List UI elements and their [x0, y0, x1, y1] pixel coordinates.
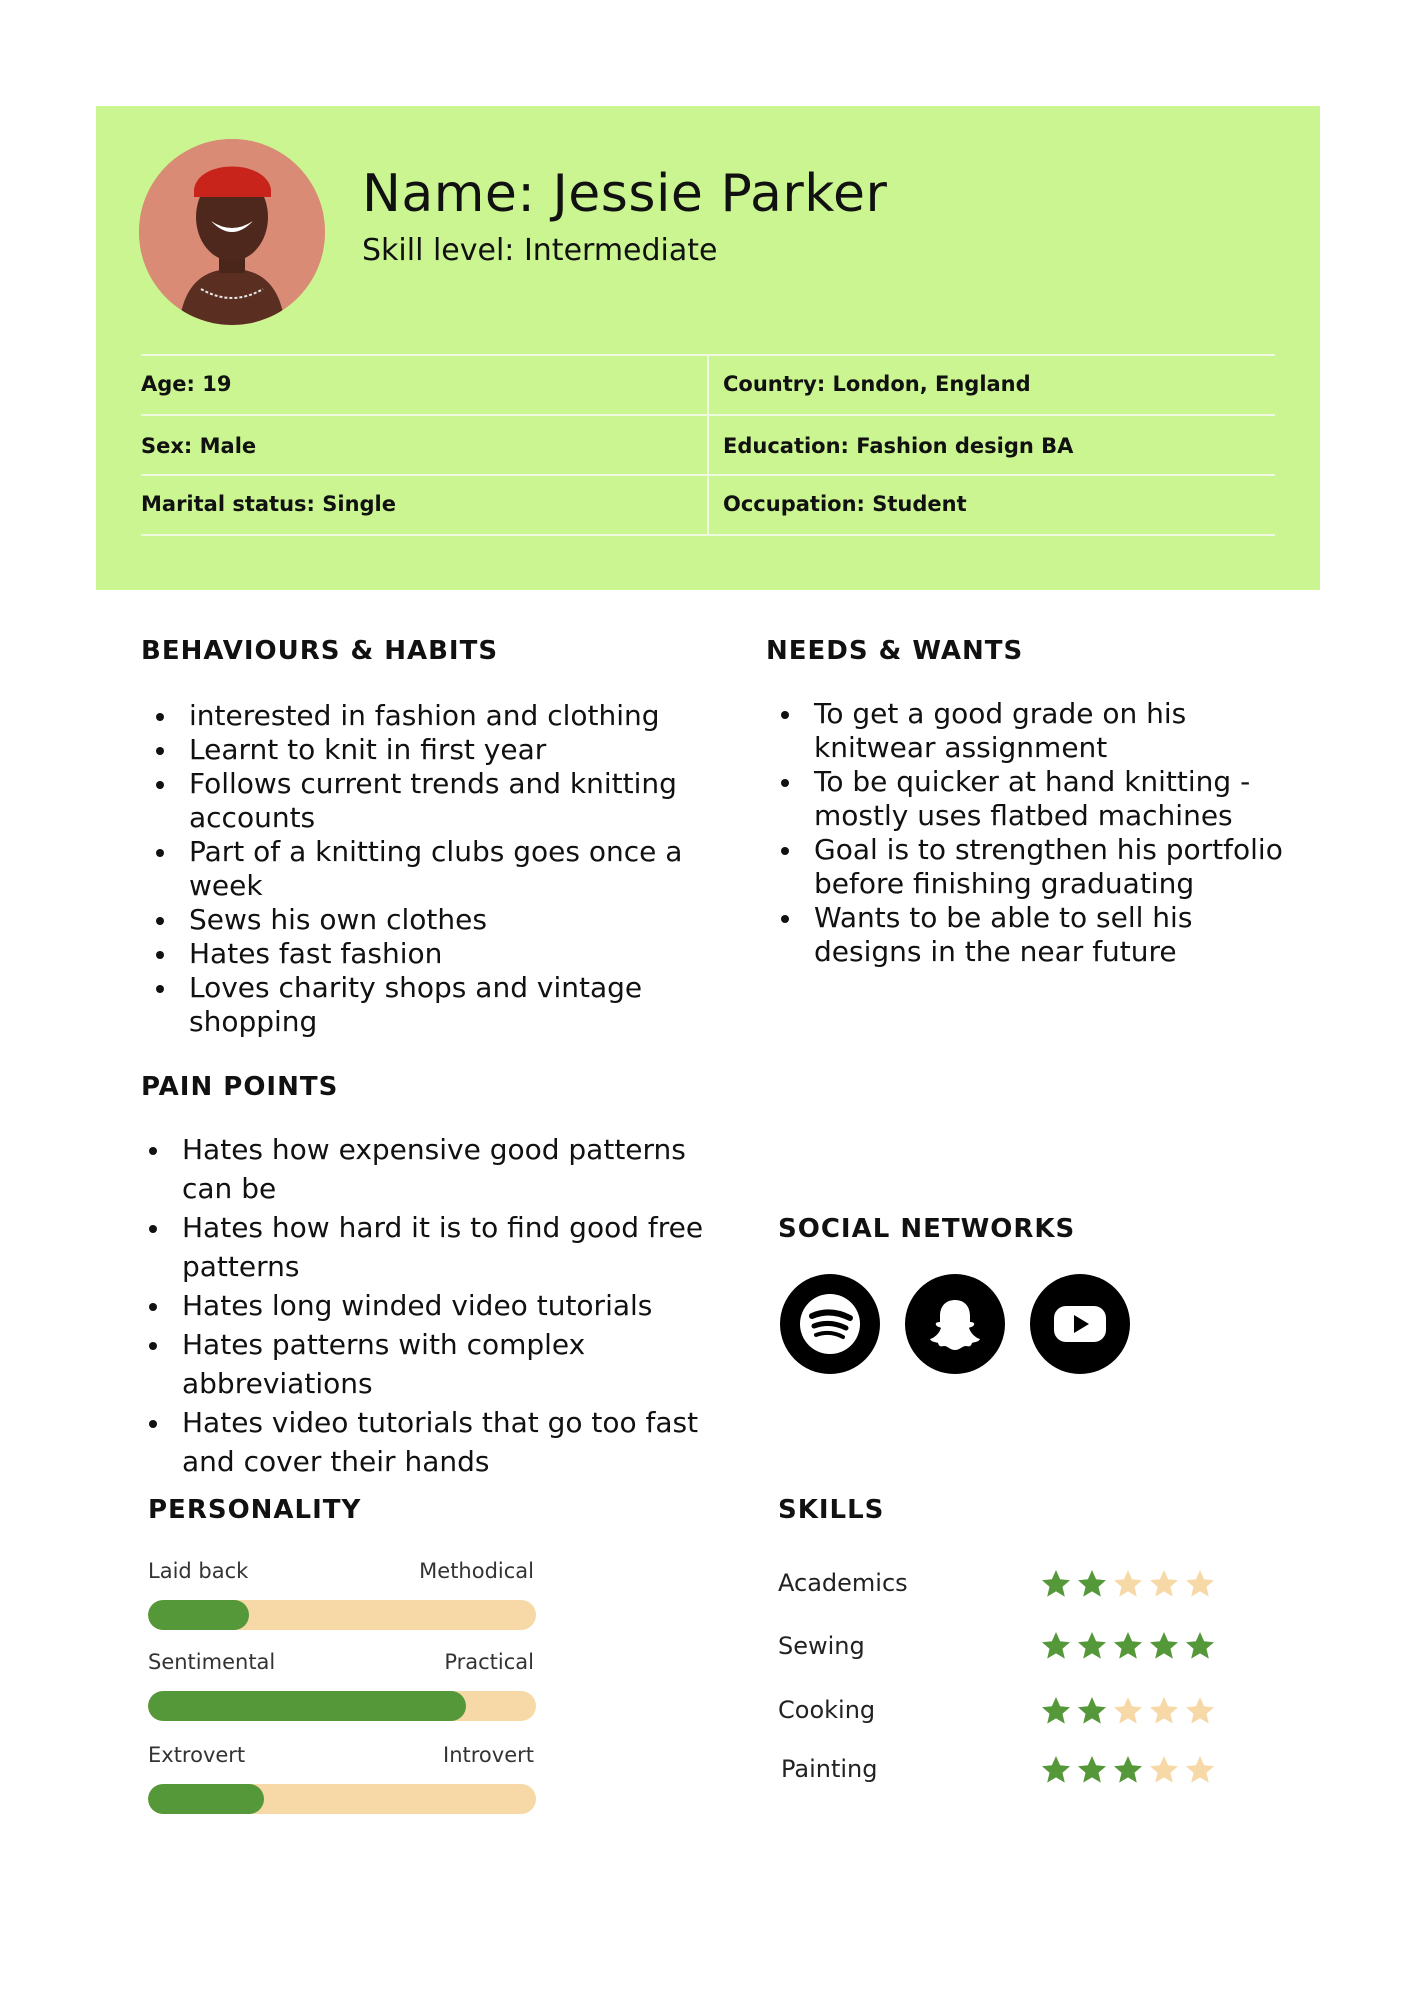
star-filled-icon	[1076, 1695, 1108, 1727]
needs-list	[766, 697, 1306, 969]
trait-slider-fill	[148, 1691, 466, 1721]
list-item: Hates fast fashion	[141, 937, 721, 971]
info-education: Education: Fashion design BA	[723, 434, 1074, 458]
trait-slider	[148, 1600, 536, 1630]
list-item: Hates how expensive good patterns can be	[134, 1130, 714, 1208]
trait-left-label: Sentimental	[148, 1650, 276, 1674]
grid-divider	[707, 354, 709, 536]
avatar-portrait	[139, 139, 325, 325]
star-empty-icon	[1184, 1754, 1216, 1786]
trait-right-label: Methodical	[419, 1559, 534, 1583]
star-filled-icon	[1076, 1754, 1108, 1786]
star-filled-icon	[1040, 1754, 1072, 1786]
personality-title: PERSONALITY	[148, 1495, 362, 1525]
list-item: Hates long winded video tutorials	[134, 1286, 714, 1325]
info-occupation: Occupation: Student	[723, 492, 967, 516]
list-item: Hates video tutorials that go too fast and cover their hands	[134, 1403, 714, 1481]
skill-name: Academics	[778, 1569, 908, 1597]
list-item: Goal is to strengthen his portfolio before finishing graduating	[766, 833, 1306, 901]
info-country: Country: London, England	[723, 372, 1031, 396]
trait-slider-fill	[148, 1600, 249, 1630]
list-item: Loves charity shops and vintage shopping	[141, 971, 721, 1039]
star-empty-icon	[1112, 1695, 1144, 1727]
star-empty-icon	[1148, 1695, 1180, 1727]
list-item: Follows current trends and knitting accounts	[141, 767, 721, 835]
list-item: Hates how hard it is to find good free patterns	[134, 1208, 714, 1286]
star-empty-icon	[1148, 1754, 1180, 1786]
star-rating	[1040, 1754, 1216, 1786]
skills-title: SKILLS	[778, 1495, 885, 1525]
star-filled-icon	[1112, 1754, 1144, 1786]
trait-slider-fill	[148, 1784, 264, 1814]
star-filled-icon	[1040, 1695, 1072, 1727]
skill-name: Sewing	[778, 1632, 865, 1660]
skill-name: Cooking	[778, 1696, 876, 1724]
star-rating	[1040, 1695, 1216, 1727]
pain-points-list	[134, 1130, 714, 1481]
pain-points-title: PAIN POINTS	[141, 1072, 339, 1102]
star-empty-icon	[1148, 1568, 1180, 1600]
needs-title: NEEDS & WANTS	[766, 636, 1024, 666]
star-filled-icon	[1076, 1630, 1108, 1662]
behaviours-list	[141, 699, 721, 1039]
list-item: Part of a knitting clubs goes once a week	[141, 835, 721, 903]
star-empty-icon	[1184, 1568, 1216, 1600]
star-filled-icon	[1040, 1568, 1072, 1600]
avatar	[139, 139, 325, 325]
star-empty-icon	[1184, 1695, 1216, 1727]
social-networks-title: SOCIAL NETWORKS	[778, 1214, 1076, 1244]
list-item: Sews his own clothes	[141, 903, 721, 937]
info-age: Age: 19	[141, 372, 232, 396]
trait-slider	[148, 1784, 536, 1814]
behaviours-title: BEHAVIOURS & HABITS	[141, 636, 499, 666]
trait-left-label: Extrovert	[148, 1743, 246, 1767]
list-item: To be quicker at hand knitting - mostly uses flatbed machines	[766, 765, 1306, 833]
star-filled-icon	[1076, 1568, 1108, 1600]
star-rating	[1040, 1568, 1216, 1600]
list-item: Learnt to knit in first year	[141, 733, 721, 767]
trait-right-label: Practical	[444, 1650, 534, 1674]
list-item: Wants to be able to sell his designs in the near future	[766, 901, 1306, 969]
star-filled-icon	[1040, 1630, 1072, 1662]
persona-skill-level: Skill level: Intermediate	[362, 233, 718, 268]
trait-right-label: Introvert	[443, 1743, 534, 1767]
list-item: To get a good grade on his knitwear assignment	[766, 697, 1306, 765]
persona-name: Name: Jessie Parker	[362, 164, 888, 224]
list-item: Hates patterns with complex abbreviations	[134, 1325, 714, 1403]
list-item: interested in fashion and clothing	[141, 699, 721, 733]
star-rating	[1040, 1630, 1216, 1662]
star-filled-icon	[1148, 1630, 1180, 1662]
star-empty-icon	[1112, 1568, 1144, 1600]
star-filled-icon	[1184, 1630, 1216, 1662]
trait-slider	[148, 1691, 536, 1721]
profile-header	[96, 106, 1320, 590]
info-sex: Sex: Male	[141, 434, 257, 458]
skill-name: Painting	[781, 1755, 878, 1783]
trait-left-label: Laid back	[148, 1559, 249, 1583]
spotify-icon[interactable]	[780, 1274, 880, 1374]
star-filled-icon	[1112, 1630, 1144, 1662]
snapchat-icon[interactable]	[905, 1274, 1005, 1374]
info-marital-status: Marital status: Single	[141, 492, 396, 516]
youtube-icon[interactable]	[1030, 1274, 1130, 1374]
